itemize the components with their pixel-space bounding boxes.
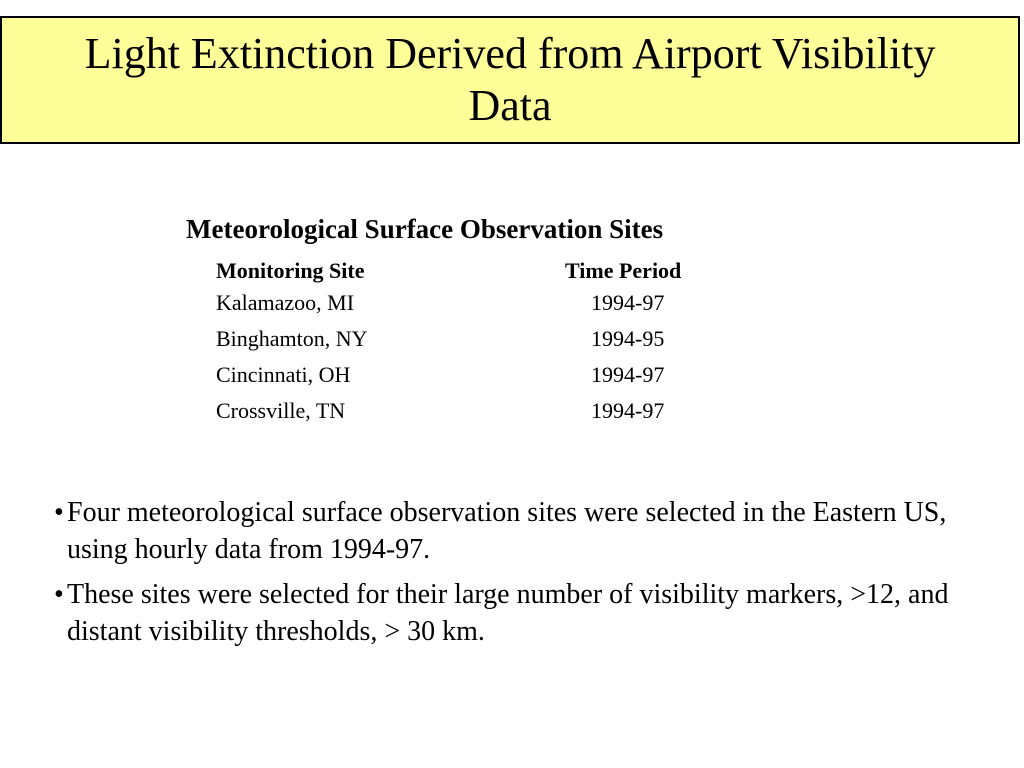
period-cell: 1994-97 (591, 398, 665, 423)
table-header-row (216, 257, 681, 285)
column-header-time-period: Time Period (565, 258, 682, 283)
table-row (216, 357, 681, 393)
site-cell: Crossville, TN (216, 398, 346, 423)
bullet-list (52, 494, 992, 658)
slide-title: Light Extinction Derived from Airport Visibility Data (84, 29, 936, 130)
table-row (216, 321, 681, 357)
title-box (0, 16, 1020, 144)
bullet-icon: • (54, 579, 64, 610)
table-row (216, 393, 681, 429)
table-row (216, 285, 681, 321)
period-cell: 1994-97 (591, 362, 665, 387)
period-cell: 1994-97 (591, 290, 665, 315)
bullet-text: Four meteorological surface observation sites were selected in the Eastern US, using hourly data from 1994-97. (67, 497, 947, 565)
site-cell: Kalamazoo, MI (216, 290, 355, 315)
bullet-item (52, 494, 992, 568)
site-cell: Cincinnati, OH (216, 362, 351, 387)
period-cell: 1994-95 (591, 326, 665, 351)
column-header-monitoring-site: Monitoring Site (216, 258, 365, 283)
sites-table (216, 257, 681, 429)
bullet-icon: • (54, 497, 64, 528)
table-heading: Meteorological Surface Observation Sites (186, 214, 664, 244)
site-cell: Binghamton, NY (216, 326, 368, 351)
bullet-item (52, 576, 992, 650)
bullet-text: These sites were selected for their large number of visibility markers, >12, and distant visibility thresholds, > 30 km. (67, 579, 949, 647)
